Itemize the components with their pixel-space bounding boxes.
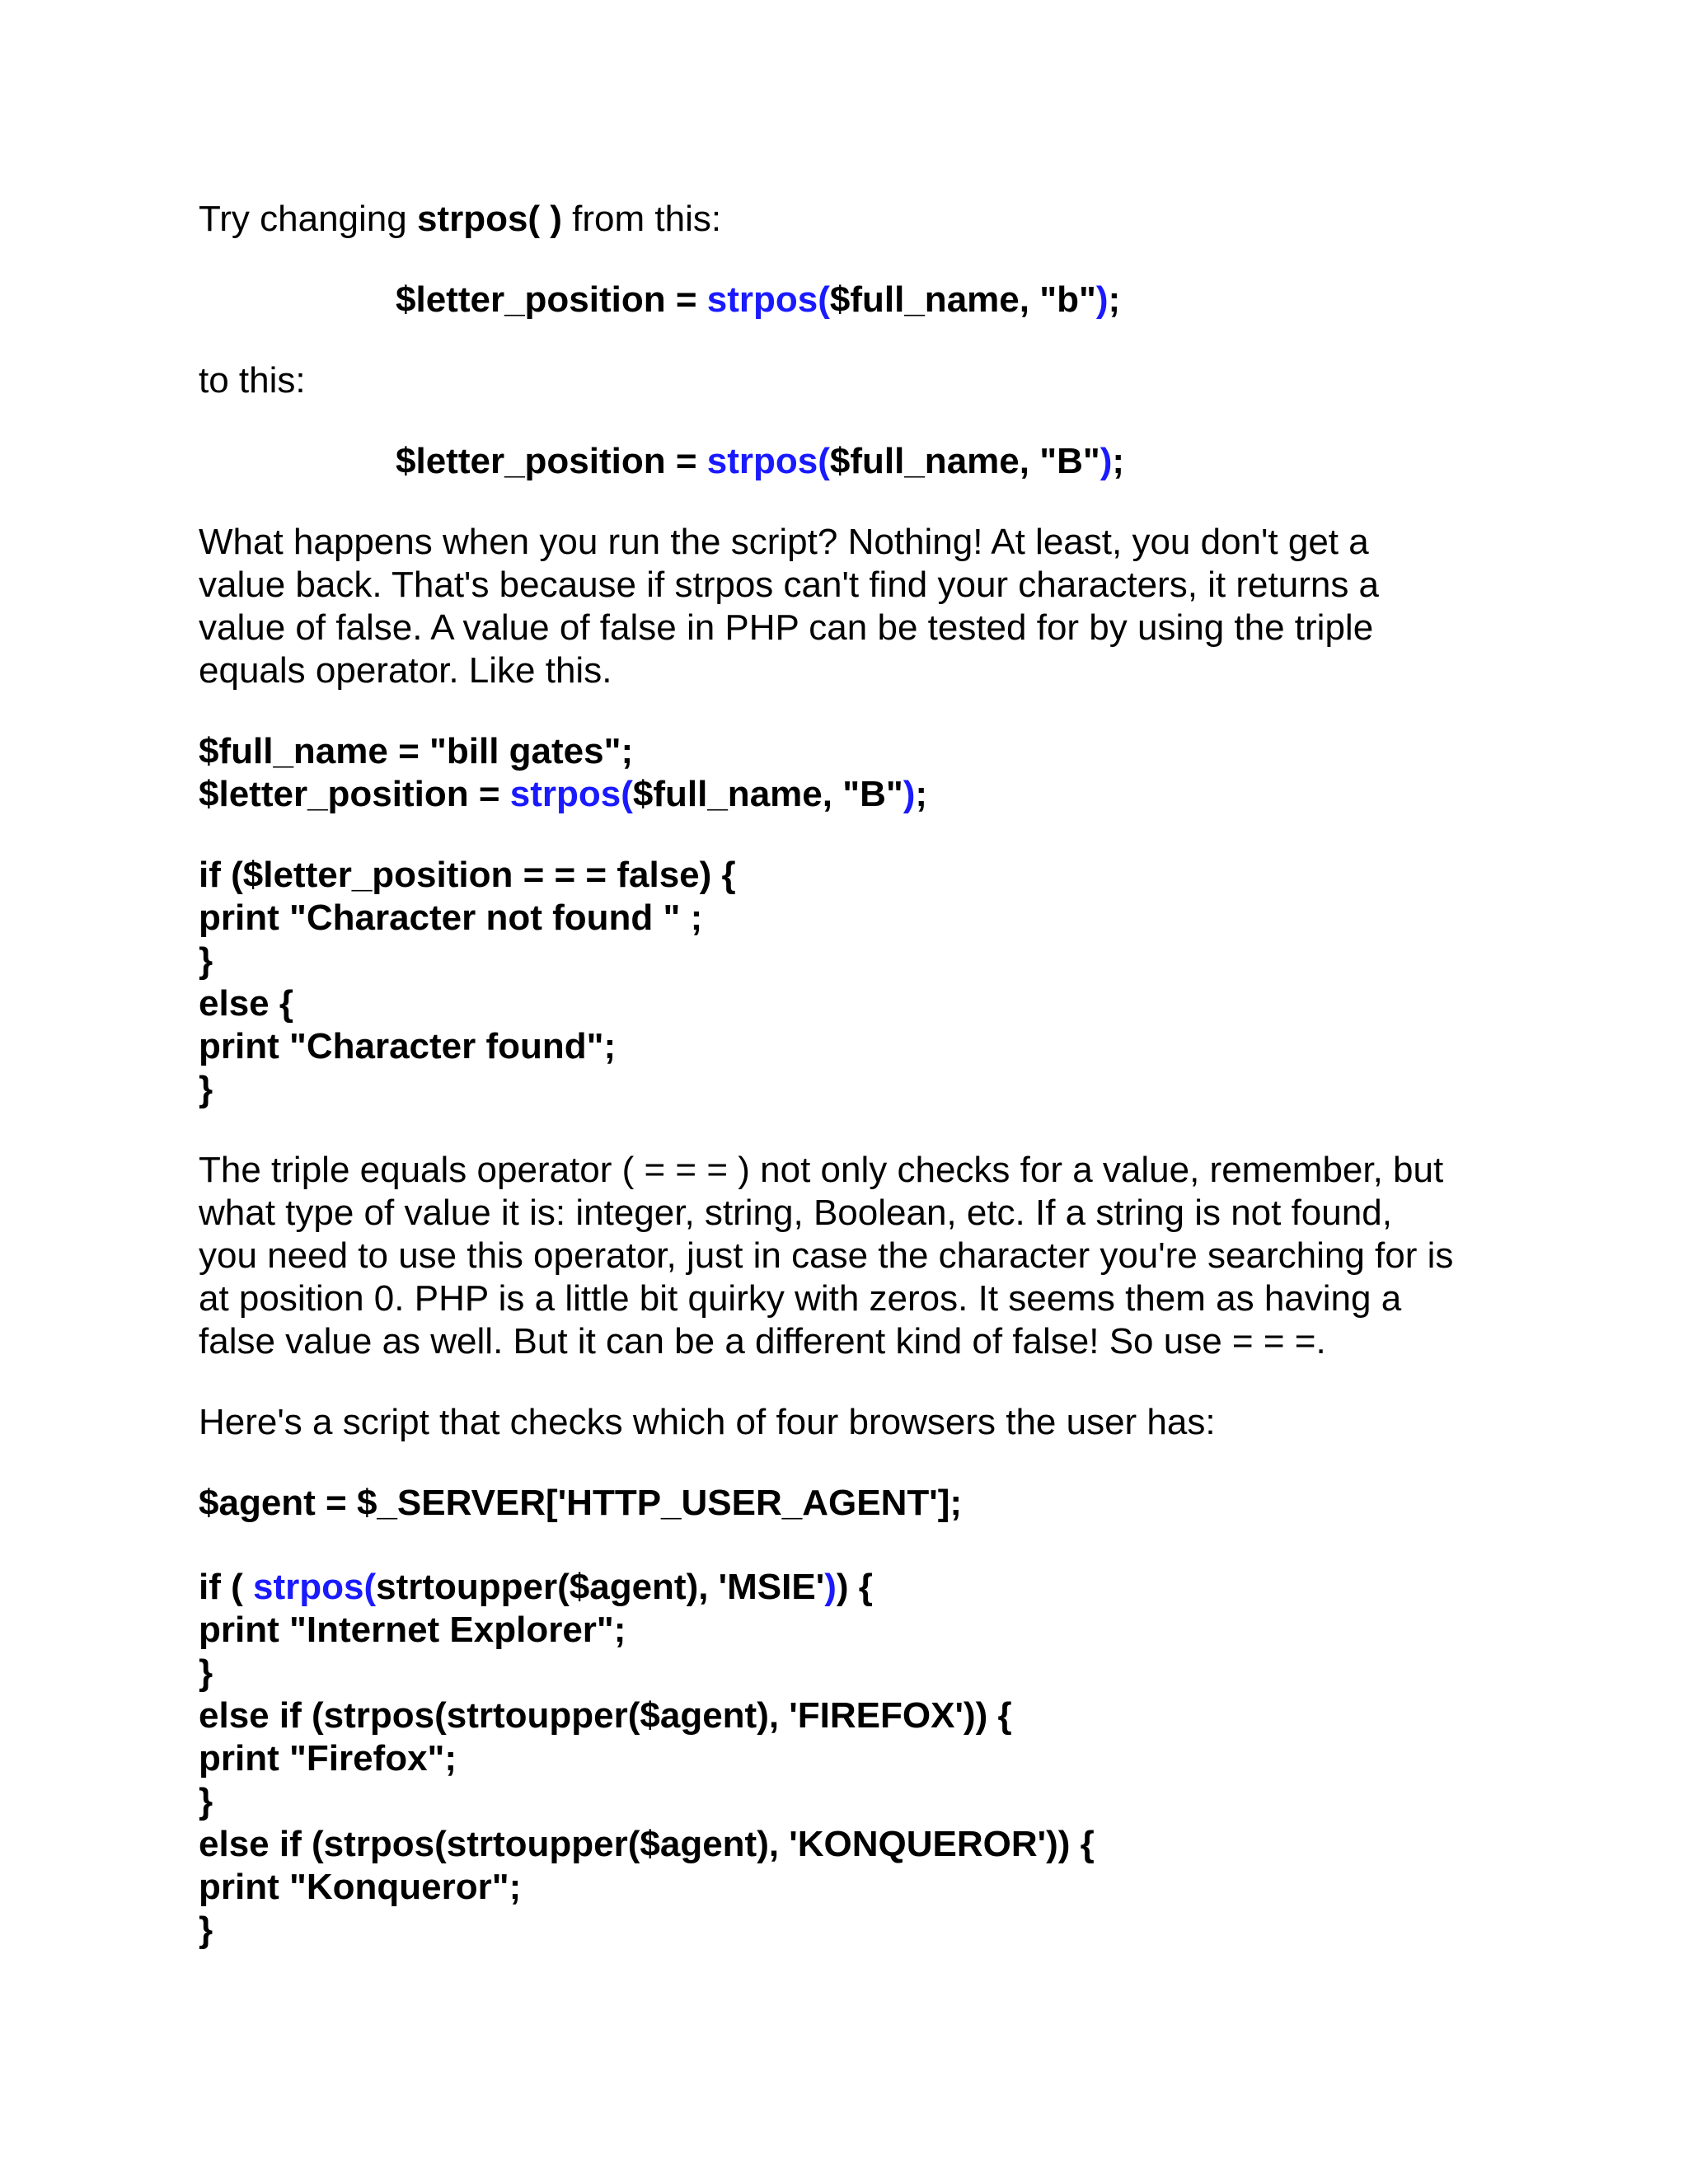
code2-fn: strpos(	[706, 441, 830, 481]
paragraph-line: you need to use this operator, just in case the character you're searching for is	[199, 1235, 1454, 1276]
code1-end: ;	[1108, 279, 1121, 320]
to-this-text: to this:	[199, 360, 306, 401]
intro-suffix: from this:	[561, 199, 722, 239]
code6-args: strtoupper($agent), 'MSIE'	[376, 1567, 825, 1607]
paragraph-2	[199, 1149, 1453, 1363]
paragraph-line: value back. That's because if strpos can't find your characters, it returns a	[199, 565, 1380, 605]
paragraph-line: what type of value it is: integer, string, Boolean, etc. If a string is not found,	[199, 1193, 1392, 1233]
code-line: }	[199, 940, 213, 981]
intro-prefix: Try changing	[199, 199, 417, 239]
code-line: else {	[199, 983, 293, 1024]
intro-func: strpos( )	[416, 199, 562, 239]
code-example-2	[396, 440, 1124, 483]
code2-end: ;	[1112, 441, 1125, 481]
code6-fn: strpos(	[252, 1567, 377, 1607]
code-line: print "Character not found " ;	[199, 898, 703, 938]
code2-args: $full_name, "B"	[829, 441, 1100, 481]
paragraph-line: at position 0. PHP is a little bit quirky with zeros. It seems them as having a	[199, 1278, 1402, 1319]
code-example-1	[396, 279, 1120, 321]
code2-lhs: $letter_position =	[396, 441, 707, 481]
code3-fn: strpos(	[509, 774, 633, 814]
code3-lhs: $letter_position =	[199, 774, 510, 814]
intro-text	[199, 198, 721, 241]
paragraph-1	[199, 521, 1379, 692]
code-line: print "Character found";	[199, 1026, 617, 1066]
code6-pre: if (	[199, 1567, 253, 1607]
code-line: }	[199, 1910, 213, 1950]
code6-close: )	[824, 1567, 837, 1607]
code1-args: $full_name, "b"	[829, 279, 1096, 320]
code-example-4	[199, 854, 736, 1111]
code-example-5: $agent = $_SERVER['HTTP_USER_AGENT'];	[199, 1483, 962, 1523]
paragraph-line: false value as well. But it can be a different kind of false! So use = = =.	[199, 1321, 1326, 1361]
code3-end: ;	[915, 774, 928, 814]
code-line: }	[199, 1069, 213, 1109]
code-example-6	[199, 1566, 1095, 1952]
code-line: print "Konqueror";	[199, 1867, 522, 1907]
code3-close: )	[903, 774, 916, 814]
code-line: else if (strpos(strtoupper($agent), 'FIREFOX')) {	[199, 1695, 1012, 1736]
code-line: $full_name = "bill gates";	[199, 731, 634, 771]
code-line: print "Internet Explorer";	[199, 1610, 626, 1650]
code1-close: )	[1095, 279, 1109, 320]
code-line	[199, 773, 927, 816]
code2-close: )	[1100, 441, 1113, 481]
code-line	[199, 1566, 1095, 1609]
code-line: print "Firefox";	[199, 1738, 457, 1779]
code-line: if ($letter_position = = = false) {	[199, 855, 736, 895]
code-example-3	[199, 730, 927, 816]
code6-end: ) {	[836, 1567, 873, 1607]
code-line: }	[199, 1781, 213, 1821]
paragraph-line: The triple equals operator ( = = = ) not only checks for a value, remember, but	[199, 1150, 1444, 1190]
paragraph-3: Here's a script that checks which of four browsers the user has:	[199, 1402, 1216, 1442]
code3-args: $full_name, "B"	[632, 774, 903, 814]
paragraph-line: value of false. A value of false in PHP can be tested for by using the triple	[199, 607, 1374, 648]
paragraph-line: equals operator. Like this.	[199, 650, 612, 691]
code1-lhs: $letter_position =	[396, 279, 707, 320]
code-line: }	[199, 1652, 213, 1693]
code1-fn: strpos(	[706, 279, 830, 320]
code-line: else if (strpos(strtoupper($agent), 'KONQUEROR')) {	[199, 1824, 1095, 1864]
paragraph-line: What happens when you run the script? Nothing! At least, you don't get a	[199, 522, 1369, 562]
